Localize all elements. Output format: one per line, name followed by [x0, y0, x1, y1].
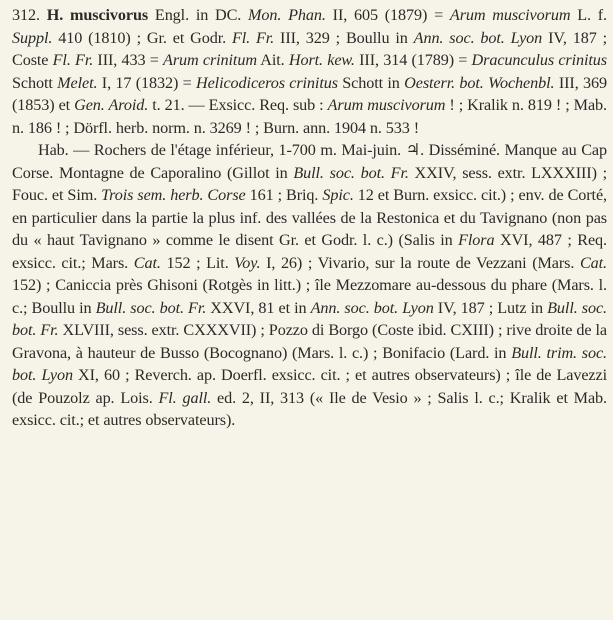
citation-title: Flora	[458, 231, 495, 249]
habitat-text: XXVI, 81 et in	[206, 298, 311, 317]
habitat-text: I, 26) ; Vivario, sur la route de Vezzani (Mars.	[260, 253, 580, 272]
habitat-paragraph	[12, 139, 607, 432]
citation-title: Hort. kew.	[288, 51, 355, 69]
citation-text: IV, 187 ; Coste	[12, 28, 607, 69]
synonym-name: Arum muscivorum	[449, 6, 571, 24]
citation-text: 410 (1810) ; Gr. et Godr.	[52, 28, 232, 47]
citation-title: Oesterr. bot. Wochenbl.	[404, 73, 555, 92]
citation-text: Ait.	[256, 51, 289, 69]
citation-title: Cat.	[579, 253, 608, 272]
habitat-text: 161 ; Briq.	[245, 186, 323, 204]
citation-text: Schott in	[337, 73, 405, 92]
citation-title: Fl. gall.	[158, 388, 212, 407]
synonym-name: Arum crinitum	[163, 51, 257, 69]
synonym-name: Arum muscivorum	[327, 96, 446, 114]
habitat-text: 152 ; Lit.	[160, 253, 235, 272]
citation-text: II, 605 (1879) =	[325, 6, 450, 24]
citation-text: III, 314 (1789) =	[354, 51, 472, 69]
citation-title: Cat.	[133, 253, 161, 272]
habitat-text: IV, 187 ; Lutz in	[433, 298, 548, 317]
citation-text: Schott	[12, 73, 58, 92]
habitat-text: XLVIII, sess. extr. CXXXVII) ; Pozzo di Borgo (Coste ibid. CXIII) ; rive droite de la Gravona, à hauteur de Busso (Bocognano) (Mars. l. c.) ; Bonifacio (Lard. in	[12, 321, 608, 362]
habitat-text: 12 et Burn. exsicc. cit.) ; env. de Corté, en particulier dans la partie la plus inf. des vallées de la Restonica et du Tavignano (non pas du « haut Tavignano » comme le disent Gr. et Godr. l. c.) (Salis in	[12, 186, 607, 249]
citation-title: Spic.	[322, 186, 354, 204]
species-entry	[12, 4, 607, 139]
entry-number: 312.	[12, 6, 40, 24]
citation-title: Bull. trim. soc. bot. Lyon	[12, 343, 607, 384]
citation-title: Bull. soc. bot. Fr.	[95, 298, 207, 317]
citation-text: III, 329 ; Boullu in	[274, 28, 414, 47]
citation-title: Fl. Fr.	[231, 28, 275, 47]
citation-title: Fl. Fr.	[52, 51, 94, 69]
citation-text: I, 17 (1832) =	[97, 73, 196, 92]
citation-title: Ann. soc. bot. Lyon	[310, 298, 434, 317]
exsiccata-text: t. 21. — Exsicc. Req. sub :	[148, 96, 328, 114]
citation-title: Trois sem. herb. Corse	[101, 186, 246, 204]
synonym-name: Helicodiceros crinitus	[196, 73, 338, 92]
citation-title: Bull. soc. bot. Fr.	[12, 298, 607, 339]
citation-text: III, 369 (1853) et	[12, 73, 607, 114]
habitat-text: XVI, 487 ; Req. exsicc. cit.; Mars.	[12, 231, 607, 272]
species-name: H. muscivorus	[46, 6, 149, 24]
citation-title: Suppl.	[12, 28, 53, 47]
citation-title: Voy.	[234, 253, 261, 272]
exsiccata-text: ! ; Kralik n. 819 ! ; Mab. n. 186 ! ; Dörfl. herb. norm. n. 3269 ! ; Burn. ann. 1904 n. 533 !	[12, 96, 607, 137]
citation-title: Bull. soc. bot. Fr.	[293, 163, 409, 182]
citation-title: Melet.	[57, 73, 98, 92]
citation-text: III, 433 =	[93, 51, 164, 69]
synonym-name: Dracunculus crinitus	[471, 51, 607, 69]
citation-text: L. f.	[570, 6, 607, 24]
citation-text: Engl. in DC.	[148, 6, 249, 24]
habitat-text: ed. 2, II, 313 (« Ile de Vesio » ; Salis l. c.; Kralik et Mab. exsicc. cit.; et autres observateurs).	[12, 388, 607, 429]
citation-title: Ann. soc. bot. Lyon	[413, 28, 543, 47]
habitat-text: Hab. — Rochers de l'étage inférieur, 1-700 m. Mai-juin. ♃. Disséminé. Manque au Cap Corse. Montagne de Caporalino (Gillot in	[12, 141, 607, 182]
habitat-text: 152) ; Caniccia près Ghisoni (Rotgès in litt.) ; île Mezzomare au-dessous du phare (Mars. l. c.; Boullu in	[12, 276, 607, 317]
citation-title: Mon. Phan.	[248, 6, 326, 24]
habitat-text: XI, 60 ; Reverch. ap. Doerfl. exsicc. cit. ; et autres observateurs) ; île de Lavezzi (de Pouzolz ap. Lois.	[12, 366, 607, 407]
habitat-text: XXIV, sess. extr. LXXXIII) ; Fouc. et Sim.	[12, 163, 608, 204]
citation-title: Gen. Aroid.	[74, 96, 149, 114]
